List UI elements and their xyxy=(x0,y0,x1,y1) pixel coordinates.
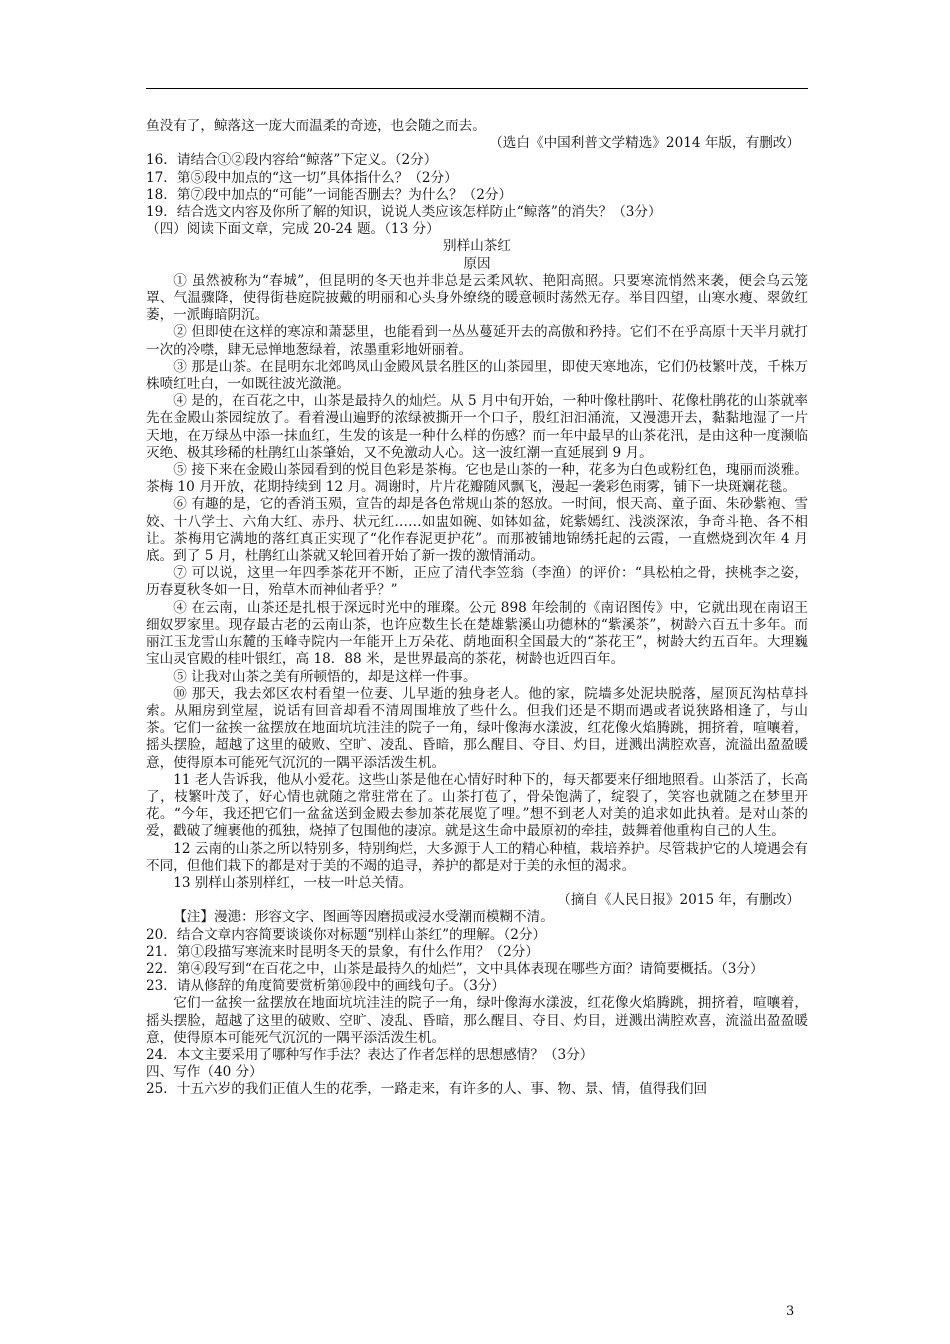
question-18: 18．第⑦段中加点的“可能”一词能否删去？为什么？（2分） xyxy=(146,186,513,203)
article-author: 原因 xyxy=(463,255,491,272)
paragraph-13: 13 别样山茶别样红，一枝一叶总关情。 xyxy=(173,874,413,891)
header-rule xyxy=(146,88,808,89)
paragraph-4: ④ 是的，在百花之中，山茶是最持久的灿烂。从 5 月中旬开始，一种叶像杜鹃叶、花像杜鹃花的山茶就率先在金殿山茶园绽放了。看着漫山遍野的浓绿被撕开一个口子，殷红汩汩涌流，又漫漶开去，黏黏地湿了一片天地，在万绿丛中添一抹血红，生发的该是一种什么样的伤感？而一年中最早的山茶花汛，是由这种一度濒临灭绝、极其珍稀的杜鹃红山茶肇始，又不免激动人心。这一波红潮一直延展到 9 月。 xyxy=(146,393,808,461)
question-24: 24．本文主要采用了哪种写作手法？表达了作者怎样的思想感情？（3分） xyxy=(146,1046,594,1063)
question-21: 21．第①段描写寒流来时昆明冬天的景象，有什么作用？（2分） xyxy=(146,943,539,960)
text-line: 鱼没有了，鲸落这一庞大而温柔的奇迹，也会随之而去。 xyxy=(146,118,486,134)
paragraph-10: ⑩ 那天，我去郊区农村看望一位妻、儿早逝的独身老人。他的家，院墙多处泥块脱落，屋顶瓦沟枯草抖索。从厢房到堂屋，说话有回音却看不清周围堆放了些什么。但我们还是不期而遇或者说狭路相逢了，与山茶。它们一盆挨一盆摆放在地面坑坑洼洼的院子一角，绿叶像海水漾波，红花像火焰腾跳，拥挤着，喧嚷着，摇头摆脸，超越了这里的破败、空旷、凌乱、昏暗，那么醒目、夺目、灼目，迸溅出满腔欢喜，流溢出盈盈暖意，使得原本可能死气沉沉的一隅平添活泼生机。 xyxy=(146,685,808,771)
article-source: （摘自《人民日报》2015 年，有删改） xyxy=(557,892,800,909)
paragraph-9: ⑤ 让我对山茶之美有所顿悟的，却是这样一件事。 xyxy=(173,668,477,685)
paragraph-7: ⑦ 可以说，这里一年四季茶花开不断，正应了清代李笠翁（李渔）的评价：“具松柏之骨，挟桃李之姿，历春夏秋冬如一日，殆草木而神仙者乎？” xyxy=(146,565,808,599)
question-22: 22．第④段写到“在百花之中，山茶是最持久的灿烂”，文中具体表现在哪些方面？请简要概括。（3分） xyxy=(146,960,764,977)
page-number: 3 xyxy=(786,1304,795,1319)
question-25: 25．十五六岁的我们正值人生的花季，一路走来，有许多的人、事、物、景、情，值得我们回 xyxy=(146,1081,708,1098)
page-content xyxy=(146,118,808,1099)
question-16: 16．请结合①②段内容给“鲸落”下定义。（2分） xyxy=(146,152,438,169)
paragraph-12: 12 云南的山茶之所以特别多，特别绚烂，大多源于人工的精心种植，栽培养护。尽管栽护它的人境遇会有不同，但他们栽下的都是对于美的不竭的追寻，养护的都是对于美的永恒的渴求。 xyxy=(146,840,808,874)
question-20: 20．结合文章内容简要谈谈你对标题“别样山茶红”的理解。（2分） xyxy=(146,926,547,943)
paragraph-5: ⑤ 接下来在金殿山茶园看到的悦目色彩是茶梅。它也是山茶的一种，花多为白色或粉红色，瑰丽而淡雅。茶梅 10 月开放，花期持续到 12 月。凋谢时，片片花瓣随风飘飞，漫起一袭彩色雨雾，铺下一块斑斓花毯。 xyxy=(146,462,808,496)
section-heading: （四）阅读下面文章，完成 20-24 题。（13 分） xyxy=(146,221,440,238)
paragraph-3: ③ 那是山茶。在昆明东北郊鸣凤山金殿风景名胜区的山茶园里，即使天寒地冻，它们仍枝繁叶茂，千株万株喷红吐白，一如既往波光潋滟。 xyxy=(146,358,808,393)
source-citation: （选白《中国利普文学精选》2014 年版，有删改） xyxy=(489,135,800,152)
writing-section-heading: 四、写作（40 分） xyxy=(146,1064,263,1081)
paragraph-8: ④ 在云南，山茶还是扎根于深远时光中的璀璨。公元 898 年绘制的《南诏图传》中，它就出现在南诏王细奴罗家里。现存最古老的云南山茶，也许应数生长在楚雄紫溪山功德林的“紫溪茶”，树龄六百五十多年。而丽江玉龙雪山东麓的玉峰寺院内一年能开上万朵花、荫地面积全国最大的“茶花王”，树龄大约五百年。大理巍宝山灵官殿的桂叶银红，高 18．88 米，是世界最高的茶花，树龄也近四百年。 xyxy=(146,599,808,668)
paragraph-11: 11 老人告诉我，他从小爱花。这些山茶是他在心情好时种下的，每天都要来仔细地照看。山茶活了，长高了，枝繁叶茂了，好心情也就随之常驻常在了。山茶打苞了，骨朵饱满了，绽裂了，笑容也就随之在梦里开花。“今年，我还把它们一盆盆送到金殿去参加茶花展览了哩。”想不到老人对美的追求如此执着。是对山茶的爱，戳破了缠裹他的孤独，烧掉了包围他的凄凉。就是这生命中最原初的牵挂，鼓舞着他重构自己的人生。 xyxy=(146,771,808,840)
paragraph-6: ⑥ 有趣的是，它的香消玉殒，宣告的却是各色常规山茶的怒放。一时间，恨天高、童子面、朱砂紫袍、雪姣、十八学士、六角大红、赤丹、状元红……如盅如碗、如钵如盆，姹紫嫣红、浅淡深浓，争奇斗艳、各不相让。茶梅用它满地的落红真正实现了“化作春泥更护花”。而那被铺地锦绣托起的云霞，一直燃烧到次年 4 月底。到了 5 月，杜鹃红山茶就又轮回着开始了新一拨的激情涌动。 xyxy=(146,496,808,565)
question-19: 19．结合选文内容及你所了解的知识，说说人类应该怎样防止“鲸落”的消失？（3分） xyxy=(146,204,662,221)
question-17: 17．第⑤段中加点的“这一切”具体指什么？（2分） xyxy=(146,169,458,186)
paragraph-1: ① 虽然被称为“春城”，但昆明的冬天也并非总是云柔风软、艳阳高照。只要寒流悄然来袭，便会乌云笼罩、气温骤降，使得街巷庭院披戴的明丽和心头身外缭绕的暖意顿时荡然无存。举目四望，山寒水瘦、翠敛红萎，一派晦暗阴沉。 xyxy=(146,272,808,324)
article-title: 别样山茶红 xyxy=(443,238,511,255)
annotation-note: 【注】漫漶：形容文字、图画等因磨损或浸水受潮而模糊不清。 xyxy=(173,909,554,926)
question-23: 23．请从修辞的角度简要赏析第⑩段中的画线句子。（3分） xyxy=(146,978,505,995)
quoted-sentence: 它们一盆挨一盆摆放在地面坑坑洼洼的院子一角，绿叶像海水漾波，红花像火焰腾跳，拥挤着，喧嚷着，摇头摆脸，超越了这里的破败、空旷、凌乱、昏暗，那么醒目、夺目、灼目，迸溅出满腔欢喜，流溢出盈盈暖意，使得原本可能死气沉沉的一隅平添活泼生机。 xyxy=(146,995,808,1046)
paragraph-2: ② 但即使在这样的寒凉和萧瑟里，也能看到一丛丛蔓延开去的高傲和矜持。它们不在乎高原十天半月就打一次的冷噤，肆无忌惮地葱绿着，浓墨重彩地妍丽着。 xyxy=(146,324,808,358)
